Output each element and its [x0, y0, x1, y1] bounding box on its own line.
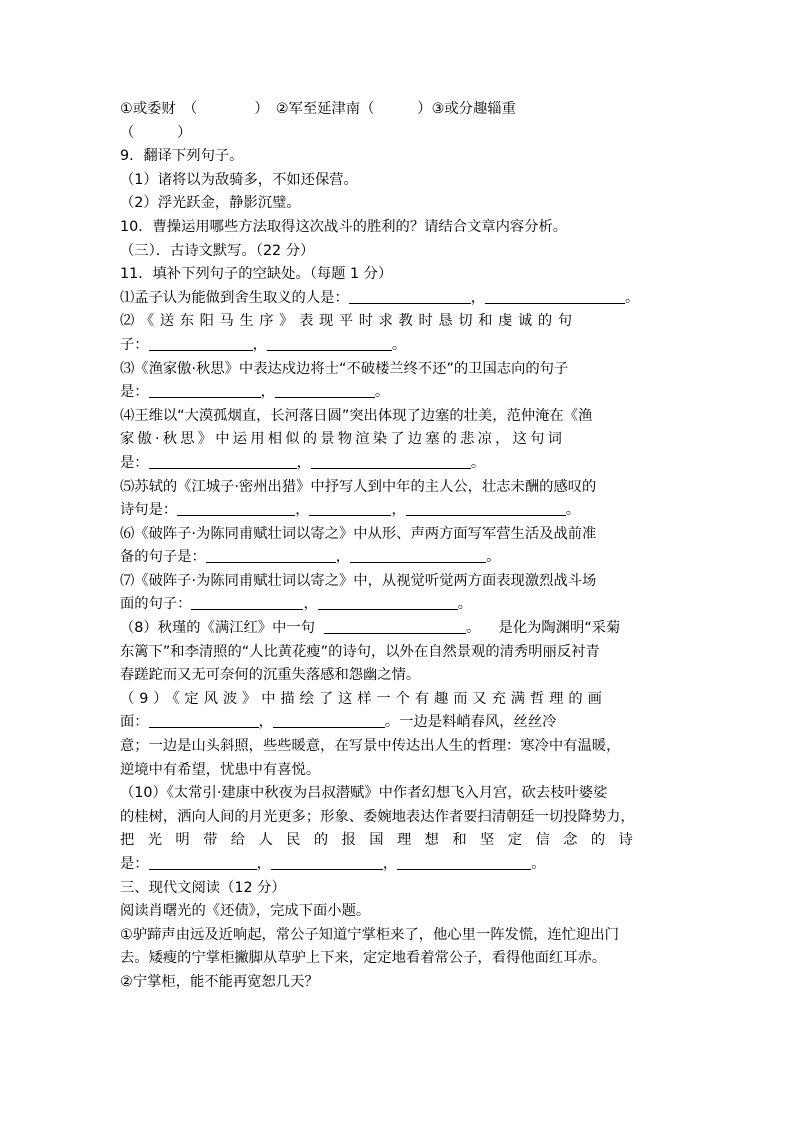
q11-item-1-text: ⑴孟子认为能做到舍生取义的人是：: [120, 289, 349, 306]
q11-item-2-cont: [120, 334, 676, 358]
q11-item-7: ⑺《破阵子·为陈同甫赋壮词以寄之》中，从视觉听觉两方面表现激烈战斗场: [120, 572, 597, 589]
period: 。: [625, 289, 640, 306]
q11-item-10-prefix: 是：: [120, 856, 149, 872]
question-9-item-2: （2）浮光跃金，静影沉璧。: [120, 195, 301, 212]
comma: ，: [470, 289, 486, 306]
q11-item-6-cont: [120, 546, 676, 570]
q11-item-5: ⑸苏轼的《江城子·密州出猎》中抒写人到中年的主人公，壮志未酬的感叹的: [120, 478, 597, 495]
period: 。: [374, 384, 390, 401]
q11-item-9-suffix: 一边是料峭春风，丝丝冷: [399, 714, 557, 731]
answer-blank[interactable]: [324, 617, 466, 634]
answer-blank[interactable]: [309, 499, 391, 516]
period: 。: [457, 596, 473, 613]
period: 。: [486, 549, 501, 566]
comma: ，: [391, 502, 406, 519]
q11-item-6: ⑹《破阵子·为陈同甫赋壮词以寄之》中从形、声两方面写军营生活及战前准: [120, 525, 597, 542]
period: 。: [384, 714, 400, 731]
comma: ，: [295, 502, 310, 519]
answer-blank[interactable]: [177, 499, 295, 516]
q11-item-8-cont: 东篱下”和李清照的“人比黄花瘦”的诗句，以外在自然景观的清秀明丽反衬青: [120, 643, 600, 660]
comma: ，: [252, 336, 267, 353]
q11-item-8: [120, 617, 676, 641]
comma: ，: [258, 714, 273, 731]
q11-item-8-suffix: 是化为陶渊明“采菊: [498, 620, 621, 637]
question-11-title: 11．填补下列句子的空缺处。（每题 1 分）: [120, 266, 393, 283]
q11-item-7-prefix: 面的句子：: [120, 596, 192, 613]
answer-blank[interactable]: [149, 853, 257, 870]
period: 。: [531, 856, 546, 872]
reading-instruction: 阅读肖曙光的《还债》，完成下面小题。: [120, 903, 371, 920]
answer-blank[interactable]: [206, 546, 336, 563]
period: 。: [565, 502, 581, 519]
q11-item-7-cont: [120, 593, 676, 617]
exam-page: [120, 98, 676, 995]
q11-item-2: ⑵《送东阳马生序》表现平时求教时恳切和虔诚的句: [120, 313, 578, 330]
q11-item-5-prefix: 诗句是：: [120, 502, 178, 519]
answer-blank[interactable]: [349, 287, 471, 304]
q11-item-10-answer: [120, 853, 676, 877]
q11-item-3-prefix: 是：: [120, 384, 149, 401]
q11-item-9-cont: [120, 711, 676, 735]
section-4-heading: 三、现代文阅读（12 分）: [120, 879, 286, 896]
answer-blank[interactable]: [275, 381, 375, 398]
q11-item-1: [120, 287, 676, 311]
answer-blank[interactable]: [149, 334, 253, 351]
comma: ，: [382, 856, 398, 872]
answer-blank[interactable]: [149, 711, 259, 728]
answer-blank[interactable]: [271, 853, 383, 870]
comma: ，: [260, 384, 275, 401]
answer-blank[interactable]: [267, 334, 392, 351]
answer-blank[interactable]: [485, 287, 625, 304]
q11-item-4-cont: 家傲·秋思》中运用相似的景物渲染了边塞的悲凉，这句词: [120, 431, 566, 448]
q11-item-4-answer: [120, 452, 676, 476]
question-9-item-1: （1）诸将以为敌骑多，不如还保营。: [120, 171, 358, 188]
answer-blank[interactable]: [191, 593, 303, 610]
answer-blank[interactable]: [149, 381, 261, 398]
comma: ，: [303, 596, 318, 613]
period: 。: [391, 336, 407, 353]
q11-item-9-cont-3: 逆境中有希望，忧患中有喜悦。: [120, 761, 321, 778]
question-9-title: 9．翻译下列句子。: [120, 148, 244, 165]
q11-item-10-cont-2: 把光明带给人民的报国理想和坚定信念的诗: [120, 832, 647, 849]
q11-item-9: （9）《定风波》中描绘了这样一个有趣而又充满哲理的画: [120, 690, 607, 707]
answer-blank[interactable]: [273, 711, 385, 728]
answer-blank[interactable]: [350, 546, 486, 563]
answer-blank[interactable]: [318, 593, 458, 610]
q11-item-3-cont: [120, 381, 676, 405]
comma: ，: [256, 856, 271, 872]
answer-blank[interactable]: [311, 452, 471, 469]
comma: ，: [335, 549, 351, 566]
answer-blank[interactable]: [397, 853, 531, 870]
q11-item-9-prefix: 面：: [120, 714, 149, 731]
period: 。: [470, 454, 486, 471]
passage-paragraph-1-cont: 去。矮瘦的宁掌柜撇脚从草驴上下来，定定地看着常公子，看得他面红耳赤。: [120, 950, 607, 967]
q11-item-6-prefix: 备的句子是：: [120, 549, 206, 566]
question-10: 10．曹操运用哪些方法取得这次战斗的胜利的？请结合文章内容分析。: [120, 218, 568, 235]
q11-item-10-cont: 的桂树，洒向人间的月光更多；形象、委婉地表达作者要扫清朝廷一切投降势力，: [120, 808, 635, 825]
q11-item-10: （10）《太常引·建康中秋夜为吕叔潜赋》中作者幻想飞入月宫，砍去枝叶婆娑: [120, 785, 608, 802]
q11-item-4: ⑷王维以“大漠孤烟直，长河落日圆”突出体现了边塞的壮美，范仲淹在《渔: [120, 407, 593, 424]
q11-item-8-prefix: （8）秋瑾的《满江红》中一句: [120, 620, 315, 637]
q11-item-4-prefix: 是：: [120, 454, 149, 471]
answer-blank[interactable]: [149, 452, 297, 469]
passage-paragraph-2: ②宁掌柜，能不能再宽恕几天？: [120, 973, 319, 990]
q11-item-3: ⑶《渔家傲·秋思》中表达戍边将士“不破楼兰终不还”的卫国志向的句子: [120, 360, 569, 377]
section-3-heading: （三）．古诗文默写。（22 分）: [120, 242, 315, 259]
question-8-options-line-cont: （ ）: [120, 124, 192, 141]
q11-item-9-cont-2: 意；一边是山头斜照，些些暖意，在写景中传达出人生的哲理：寒冷中有温暖，: [120, 738, 621, 755]
period: 。: [466, 620, 481, 637]
q11-item-2-prefix: 子：: [120, 336, 149, 353]
question-8-options-line: ①或委财 （ ） ②军至延津南（ ）③或分趣辎重: [120, 101, 516, 117]
q11-item-5-cont: [120, 499, 676, 523]
comma: ，: [296, 454, 311, 471]
q11-item-8-cont-2: 春蹉跎而又无可奈何的沉重失落感和怨幽之情。: [120, 667, 421, 684]
passage-paragraph-1: ①驴蹄声由远及近响起，常公子知道宁掌柜来了，他心里一阵发慌，连忙迎出门: [120, 926, 619, 943]
answer-blank[interactable]: [406, 499, 566, 516]
